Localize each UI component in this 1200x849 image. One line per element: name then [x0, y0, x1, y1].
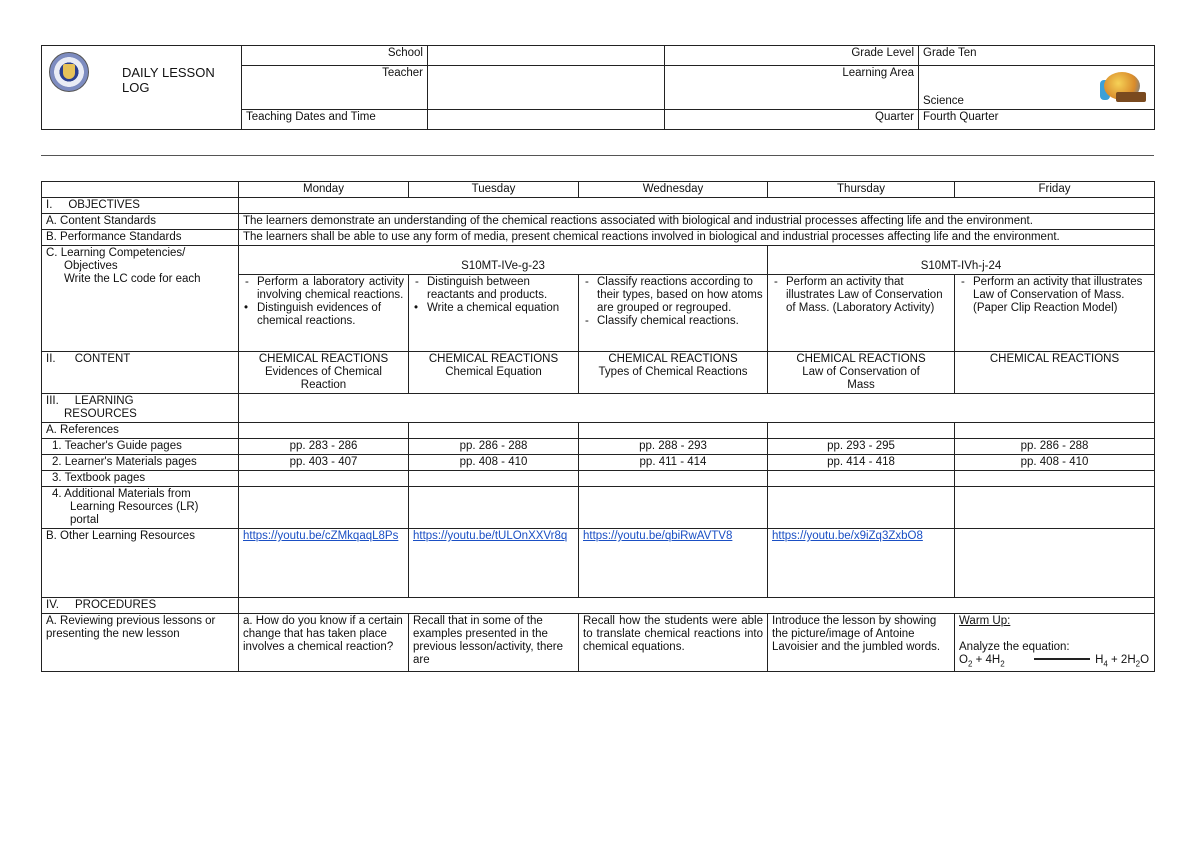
content-standards-text: The learners demonstrate an understanding of the chemical reactions associated with biological and industrial processes affecting life and the environment. — [239, 214, 1155, 230]
table-row — [42, 439, 1155, 455]
list-item: - Perform an activity that illustrates Law of Conservation of Mass. (Laboratory Activity) — [772, 276, 950, 315]
table-row — [42, 487, 1155, 529]
table-row — [42, 471, 1155, 487]
content-monday: CHEMICAL REACTIONS Evidences of Chemical Reaction — [239, 352, 409, 394]
tg-thursday: pp. 293 - 295 — [768, 439, 955, 455]
school-label: School — [242, 46, 428, 66]
competencies-label: C. Learning Competencies/ Objectives Write the LC code for each — [42, 246, 239, 352]
review-friday — [955, 614, 1155, 672]
deped-seal-icon — [49, 52, 89, 92]
warm-up-title: Warm Up: — [959, 615, 1011, 627]
lm-label: 2. Learner's Materials pages — [42, 455, 239, 471]
tg-monday: pp. 283 - 286 — [239, 439, 409, 455]
teacher-label: Teacher — [242, 66, 428, 110]
area-label: Learning Area — [665, 66, 919, 110]
lm-tuesday: pp. 408 - 410 — [409, 455, 579, 471]
lm-thursday: pp. 414 - 418 — [768, 455, 955, 471]
list-item: • Write a chemical equation — [413, 302, 574, 315]
day-wednesday: Wednesday — [579, 182, 768, 198]
grade-value: Grade Ten — [919, 46, 1155, 66]
days-row — [42, 182, 1155, 198]
textbook-label: 3. Textbook pages — [42, 471, 239, 487]
objectives-thursday — [768, 275, 955, 352]
review-thursday: Introduce the lesson by showing the picture/image of Antoine Lavoisier and the jumbled words. — [768, 614, 955, 672]
school-value[interactable] — [428, 46, 665, 66]
content-friday: CHEMICAL REACTIONS — [955, 352, 1155, 394]
table-row — [42, 614, 1155, 672]
other-resources-label: B. Other Learning Resources — [42, 529, 239, 598]
objectives-monday — [239, 275, 409, 352]
header-divider — [41, 155, 1154, 156]
video-link-thursday[interactable]: https://youtu.be/x9iZq3ZxbO8 — [772, 530, 923, 542]
lm-monday: pp. 403 - 407 — [239, 455, 409, 471]
table-row — [42, 529, 1155, 598]
performance-standards-label: B. Performance Standards — [42, 230, 239, 246]
table-row — [42, 455, 1155, 471]
area-value-cell — [919, 66, 1155, 110]
review-monday: a. How do you know if a certain change that has taken place involves a chemical reaction? — [239, 614, 409, 672]
quarter-label: Quarter — [665, 110, 919, 130]
lm-wednesday: pp. 411 - 414 — [579, 455, 768, 471]
performance-standards-text: The learners shall be able to use any form of media, present chemical reactions involved in biological and industrial processes affecting life and the environment. — [239, 230, 1155, 246]
list-item: - Distinguish between reactants and products. — [413, 276, 574, 302]
review-label: A. Reviewing previous lessons or presenting the new lesson — [42, 614, 239, 672]
references-label: A. References — [42, 423, 239, 439]
content-wednesday: CHEMICAL REACTIONS Types of Chemical Reactions — [579, 352, 768, 394]
video-link-tuesday[interactable]: https://youtu.be/tULOnXXVr8q — [413, 530, 568, 542]
warm-up-equation: $O_2 + 4H_2$ $H_4 + 2H_2O$ — [959, 654, 1150, 669]
science-logo-icon — [1100, 70, 1146, 106]
review-tuesday: Recall that in some of the examples presented in the previous lesson/activity, there are — [409, 614, 579, 672]
day-friday: Friday — [955, 182, 1155, 198]
day-thursday: Thursday — [768, 182, 955, 198]
objectives-tuesday — [409, 275, 579, 352]
list-item: - Perform an activity that illustrates Law of Conservation of Mass. (Paper Clip Reaction Model) — [959, 276, 1150, 315]
tg-tuesday: pp. 286 - 288 — [409, 439, 579, 455]
list-item: - Perform a laboratory activity involving chemical reactions. — [243, 276, 404, 302]
content-thursday: CHEMICAL REACTIONS Law of Conservation of Mass — [768, 352, 955, 394]
teacher-value[interactable] — [428, 66, 665, 110]
objectives-friday — [955, 275, 1155, 352]
tg-friday: pp. 286 - 288 — [955, 439, 1155, 455]
tg-wednesday: pp. 288 - 293 — [579, 439, 768, 455]
tg-label: 1. Teacher's Guide pages — [42, 439, 239, 455]
objectives-wednesday — [579, 275, 768, 352]
lc-code-b: S10MT-IVh-j-24 — [768, 246, 1155, 275]
day-monday: Monday — [239, 182, 409, 198]
quarter-value: Fourth Quarter — [919, 110, 1155, 130]
day-tuesday: Tuesday — [409, 182, 579, 198]
warm-up-text: Analyze the equation: — [959, 641, 1070, 653]
lesson-log-table — [41, 181, 1155, 672]
review-wednesday: Recall how the students were able to translate chemical reactions into chemical equations. — [579, 614, 768, 672]
content-heading: II. CONTENT — [42, 352, 239, 394]
list-item: • Distinguish evidences of chemical reactions. — [243, 302, 404, 328]
list-item: - Classify chemical reactions. — [583, 315, 763, 328]
log-title: DAILY LESSON LOG — [122, 65, 215, 95]
additional-materials-label: 4. Additional Materials from Learning Resources (LR) portal — [42, 487, 239, 529]
grade-label: Grade Level — [665, 46, 919, 66]
video-link-monday[interactable]: https://youtu.be/cZMkqaqL8Ps — [243, 530, 399, 542]
content-tuesday: CHEMICAL REACTIONS Chemical Equation — [409, 352, 579, 394]
list-item: - Classify reactions according to their types, based on how atoms are grouped or regrouped. — [583, 276, 763, 315]
dates-value[interactable] — [428, 110, 665, 130]
dates-label: Teaching Dates and Time — [242, 110, 428, 130]
lm-friday: pp. 408 - 410 — [955, 455, 1155, 471]
objectives-heading: I. OBJECTIVES — [42, 198, 239, 214]
header-logo-cell — [42, 46, 242, 130]
content-standards-label: A. Content Standards — [42, 214, 239, 230]
area-value: Science — [923, 95, 964, 107]
lc-code-a: S10MT-IVe-g-23 — [239, 246, 768, 275]
procedures-heading: IV. PROCEDURES — [42, 598, 239, 614]
video-link-wednesday[interactable]: https://youtu.be/qbiRwAVTV8 — [583, 530, 733, 542]
header-table — [41, 45, 1155, 130]
resources-heading: III. LEARNING RESOURCES — [42, 394, 239, 423]
